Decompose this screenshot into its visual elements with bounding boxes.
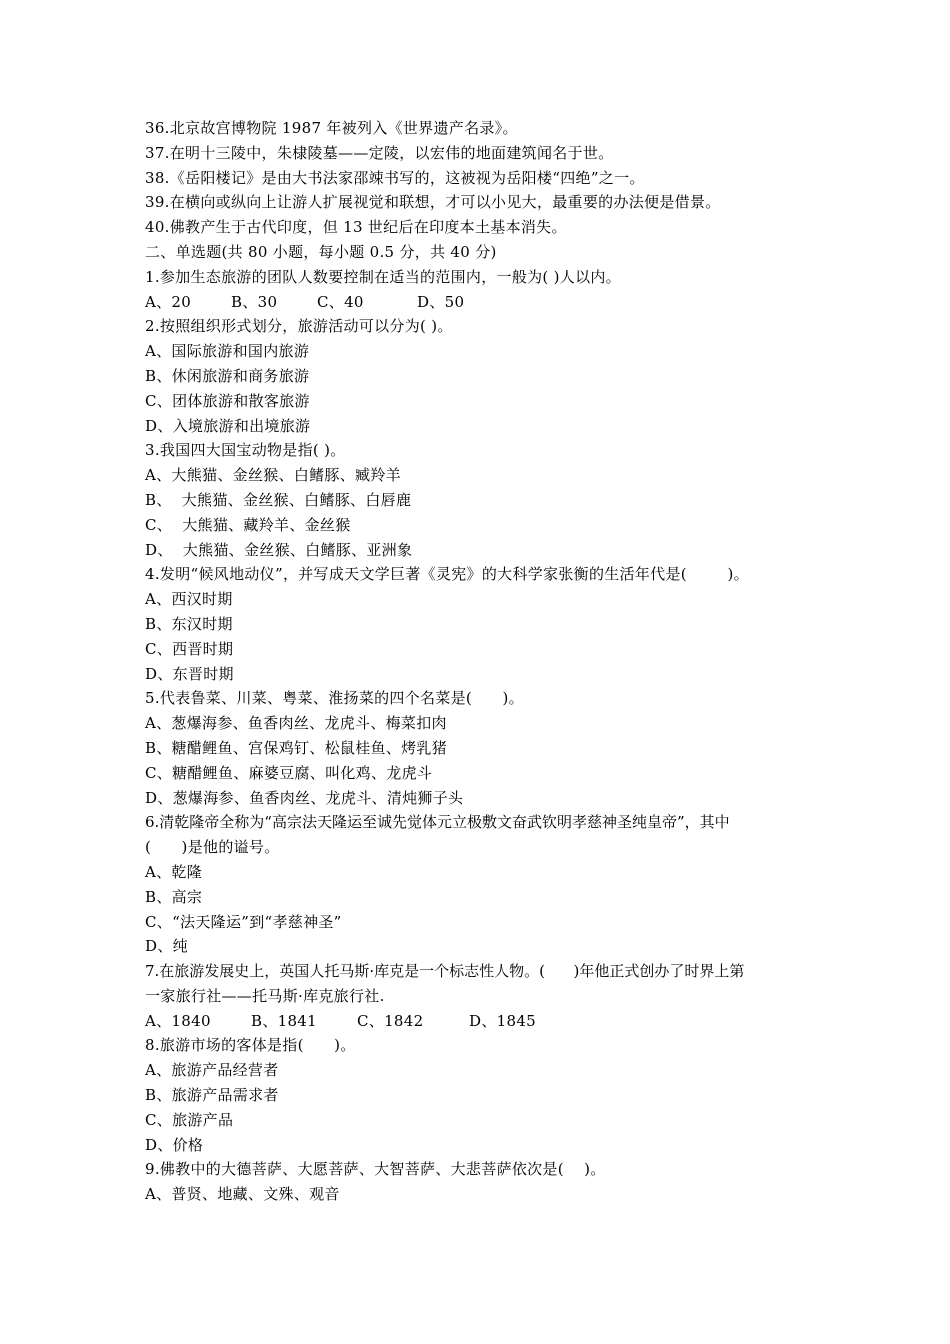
option-a: A、葱爆海参、鱼香肉丝、龙虎斗、梅菜扣肉 bbox=[145, 714, 447, 733]
section-title: 二、单选题(共 80 小题，每小题 0.5 分，共 40 分) bbox=[145, 242, 497, 261]
question-1-stem: 1.参加生态旅游的团队人数要控制在适当的范围内，一般为( )人以内。 bbox=[145, 267, 621, 286]
question-9-stem: 9.佛教中的大德菩萨、大愿菩萨、大智菩萨、大悲菩萨依次是( )。 bbox=[145, 1160, 606, 1179]
option-b: B、东汉时期 bbox=[145, 614, 233, 633]
question-1-options bbox=[145, 290, 825, 315]
judgment-item-39: 39.在横向或纵向上让游人扩展视觉和联想，才可以小见大，最重要的办法便是借景。 bbox=[145, 193, 721, 212]
option-b: B、1841 bbox=[251, 1011, 317, 1030]
option-d: D、纯 bbox=[145, 937, 188, 956]
option-c: C、1842 bbox=[357, 1011, 424, 1030]
option-d: D、价格 bbox=[145, 1135, 204, 1154]
option-a: A、乾隆 bbox=[145, 862, 203, 881]
option-b: B、休闲旅游和商务旅游 bbox=[145, 366, 310, 385]
option-d: D、东晋时期 bbox=[145, 664, 234, 683]
question-8-stem: 8.旅游市场的客体是指( )。 bbox=[145, 1036, 356, 1055]
question-5-stem: 5.代表鲁菜、川菜、粤菜、淮扬菜的四个名菜是( )。 bbox=[145, 689, 524, 708]
option-c: C、 大熊猫、藏羚羊、金丝猴 bbox=[145, 515, 351, 534]
option-c: C、旅游产品 bbox=[145, 1110, 234, 1129]
option-b: B、旅游产品需求者 bbox=[145, 1086, 279, 1105]
question-7-stem: 7.在旅游发展史上，英国人托马斯·库克是一个标志性人物。( )年他正式创办了时界上第 bbox=[145, 962, 745, 981]
judgment-item-40: 40.佛教产生于古代印度，但 13 世纪后在印度本土基本消失。 bbox=[145, 218, 567, 237]
option-c: C、糖醋鲤鱼、麻婆豆腐、叫化鸡、龙虎斗 bbox=[145, 763, 433, 782]
judgment-item-37: 37.在明十三陵中，朱棣陵墓——定陵，以宏伟的地面建筑闻名于世。 bbox=[145, 143, 614, 162]
question-4-stem: 4.发明“候风地动仪”，并写成天文学巨著《灵宪》的大科学家张衡的生活年代是( )。 bbox=[145, 565, 749, 584]
question-3-stem: 3.我国四大国宝动物是指( )。 bbox=[145, 441, 346, 460]
option-a: A、西汉时期 bbox=[145, 590, 233, 609]
question-6-stem: 6.清乾隆帝全称为“高宗法天隆运至诚先觉体元立极敷文奋武钦明孝慈神圣纯皇帝”，其中 bbox=[145, 813, 730, 832]
option-a: A、国际旅游和国内旅游 bbox=[145, 342, 310, 361]
question-7-options bbox=[145, 1009, 825, 1034]
option-c: C、“法天隆运”到“孝慈神圣” bbox=[145, 912, 342, 931]
option-a: A、1840 bbox=[145, 1011, 211, 1030]
option-d: D、葱爆海参、鱼香肉丝、龙虎斗、清炖狮子头 bbox=[145, 788, 464, 807]
option-b: B、 大熊猫、金丝猴、白鳍豚、白唇鹿 bbox=[145, 490, 412, 509]
question-7-stem-continued: 一家旅行社——托马斯·库克旅行社. bbox=[145, 986, 385, 1005]
option-d: D、入境旅游和出境旅游 bbox=[145, 416, 311, 435]
judgment-item-38: 38.《岳阳楼记》是由大书法家邵竦书写的，这被视为岳阳楼“四绝”之一。 bbox=[145, 168, 645, 187]
question-6-stem-continued: ( )是他的谥号。 bbox=[145, 838, 280, 857]
option-c: C、西晋时期 bbox=[145, 639, 234, 658]
option-d: D、50 bbox=[417, 292, 465, 311]
option-a: A、大熊猫、金丝猴、白鳍豚、臧羚羊 bbox=[145, 466, 401, 485]
option-a: A、旅游产品经营者 bbox=[145, 1061, 279, 1080]
option-b: B、高宗 bbox=[145, 887, 203, 906]
option-a: A、20 bbox=[145, 292, 192, 311]
option-a: A、普贤、地藏、文殊、观音 bbox=[145, 1185, 340, 1204]
question-2-stem: 2.按照组织形式划分，旅游活动可以分为( )。 bbox=[145, 317, 453, 336]
option-c: C、团体旅游和散客旅游 bbox=[145, 391, 310, 410]
option-c: C、40 bbox=[317, 292, 364, 311]
judgment-item-36: 36.北京故宫博物院 1987 年被列入《世界遗产名录》。 bbox=[145, 119, 518, 137]
option-b: B、30 bbox=[231, 292, 278, 311]
option-b: B、糖醋鲤鱼、宫保鸡钉、松鼠桂鱼、烤乳猪 bbox=[145, 738, 448, 757]
document-page bbox=[145, 116, 825, 1207]
option-d: D、 大熊猫、金丝猴、白鳍豚、亚洲象 bbox=[145, 540, 413, 559]
option-d: D、1845 bbox=[469, 1011, 537, 1030]
